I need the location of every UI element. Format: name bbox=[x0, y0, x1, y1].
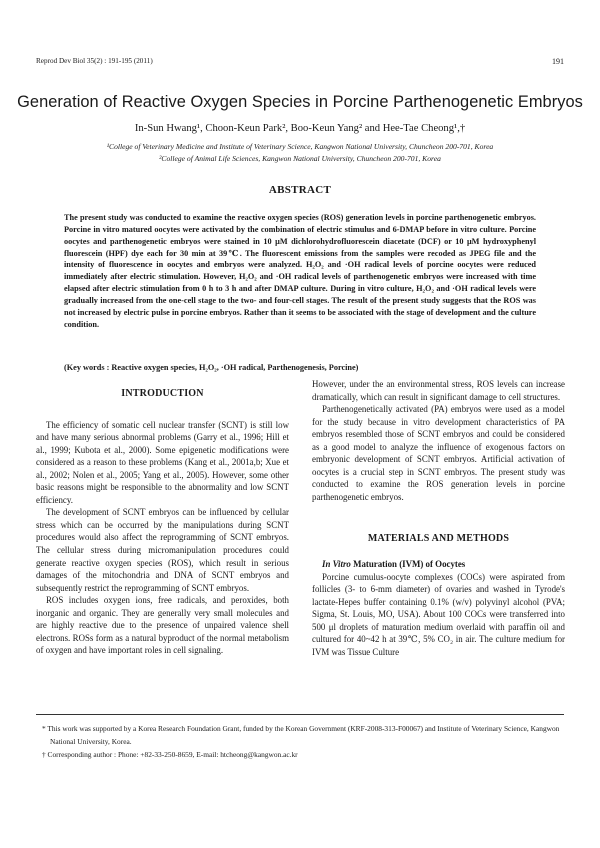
methods-subheading bbox=[312, 558, 565, 571]
intro-paragraph-1: The efficiency of somatic cell nuclear transfer (SCNT) is still low and have many serious abnormal problems (Garry et al., 1996; Hill et al., 1999; Kubota et al., 2000). Some epigenetic modifications were considered as a reason to these problems (Kang et al., 2001a,b; Xue et al., 2002; Nolen et al., 2005; Yang et al., 2005). However, some other basic reasons might be responsible to the abnormality and low SCNT efficiency. bbox=[36, 419, 289, 505]
intro-paragraph-4: Parthenogenetically activated (PA) embryos were used as a model for the study because in vitro development characteristics of PA embryos resembled those of SCNT embryos and could be considered as a good model to analyze the influence of exogenous factors on embryonic development of SCNT embryos. Artificial activation of oocytes is a crucial step in SCNT embryos. The present study was conducted to examine the ROS generation levels in porcine parthenogenetic embryos. bbox=[312, 404, 565, 502]
intro-continuation: However, under the an environmental stress, ROS levels can increase dramatically, which can result in significant damage to cell structures. bbox=[312, 379, 565, 402]
corresponding-author-footnote: † Corresponding author : Phone: +82-33-250-8659, E-mail: htcheong@kangwon.ac.kr bbox=[42, 750, 298, 759]
right-column bbox=[312, 378, 565, 658]
funding-footnote: * This work was supported by a Korea Research Foundation Grant, funded by the Korean Government (KRF-2008-313-F00067) and Institute of Veterinary Science, Kangwon National University, Korea. bbox=[42, 724, 560, 746]
intro-paragraph-2: The development of SCNT embryos can be influenced by cellular stress which can be occurred by the manipulations during SCNT procedures would also affect the reprogramming of SCNT embryos. The cellular stress during micromanipulation procedures could generate reactive oxygen species (ROS), which result in serious damages of the mitochondria and DNA of SCNT embryos and subsequently restrict the reprogramming of SCNT embryos. bbox=[36, 507, 289, 593]
affiliation-2: ²College of Animal Life Sciences, Kangwon National University, Chuncheon 200-701, Korea bbox=[159, 154, 441, 163]
affiliation-1: ¹College of Veterinary Medicine and Institute of Veterinary Science, Kangwon National University, Chuncheon 200-701, Korea bbox=[106, 142, 494, 151]
author-list: In-Sun Hwang¹, Choon-Keun Park², Boo-Keun Yang² and Hee-Tae Cheong¹,† bbox=[134, 123, 466, 134]
page-number: 191 bbox=[552, 57, 564, 66]
keywords: (Key words : Reactive oxygen species, H₂O₂, ·OH radical, Parthenogenesis, Porcine) bbox=[64, 363, 359, 372]
left-column bbox=[36, 378, 289, 657]
footnotes bbox=[36, 722, 564, 761]
intro-paragraph-3: ROS includes oxygen ions, free radicals, and peroxides, both inorganic and organic. They are generally very small molecules and are highly reactive due to the presence of unpaired valence shell electrons. ROSs form as a natural byproduct of the normal metabolism of oxygen and have important roles in cell signaling. bbox=[36, 595, 289, 656]
paper-title: Generation of Reactive Oxygen Species in Porcine Parthenogenetic Embryos bbox=[17, 93, 583, 111]
methods-heading: MATERIALS AND METHODS bbox=[367, 533, 510, 545]
methods-paragraph: Porcine cumulus-oocyte complexes (COCs) were aspirated from follicles (3- to 6-mm diameter) of ovaries and washed in Tyrode's lactate-Hepes buffer containing 0.1% (w/v) polyvinyl alcohol (PVA; Sigma, St. Louis, MO, USA). About 100 COCs were transferred into 500 μl droplets of maturation medium overlaid with paraffin oil and cultured for 40~42 h at 39℃, 5% CO₂ in air. The culture medium for IVM was Tissue Culture bbox=[312, 571, 565, 657]
subheading-italic: In Vitro bbox=[322, 559, 351, 570]
abstract-heading: ABSTRACT bbox=[268, 184, 332, 196]
journal-citation: Reprod Dev Biol 35(2) : 191-195 (2011) bbox=[36, 57, 153, 65]
subheading-rest: Maturation (IVM) of Oocytes bbox=[350, 559, 466, 570]
abstract-text bbox=[64, 212, 536, 330]
abstract-paragraph: The present study was conducted to examine the reactive oxygen species (ROS) generation levels in porcine parthenogenetic embryos. Porcine in vitro matured oocytes were activated by the combination of electric stimulus and 6-DMAP before in vitro culture. Porcine oocytes and parthenogenetic embryos were stained in 10 μM dichlorohydrofluorescein diacetate (DCF) or 10 μM hydroxyphenyl fluorescein (HPF) dye each for 30 min at 39℃. The fluorescent emissions from the samples were recoded as JPEG file and the intensity of fluorescence in oocytes and embryos were analyzed. H₂O₂ and ·OH radical levels of porcine oocytes were reduced immediately after electric stimulation. However, H₂O₂ and ·OH radical levels of parthenogenetic embryos were increased with time elapsed after electric stimulation from 0 h to 3 h and after DMAP culture. During in vitro culture, H₂O₂ and ·OH radical levels were gradually increased from the one-cell stage to the two- and four-cell stages. The result of the present study suggests that the ROS was not increased by electric pulse in porcine embryos. Rather than it seems to be associated with the stage of development and the culture condition. bbox=[64, 213, 536, 329]
introduction-heading: INTRODUCTION bbox=[121, 388, 204, 399]
footnote-divider bbox=[36, 714, 564, 715]
